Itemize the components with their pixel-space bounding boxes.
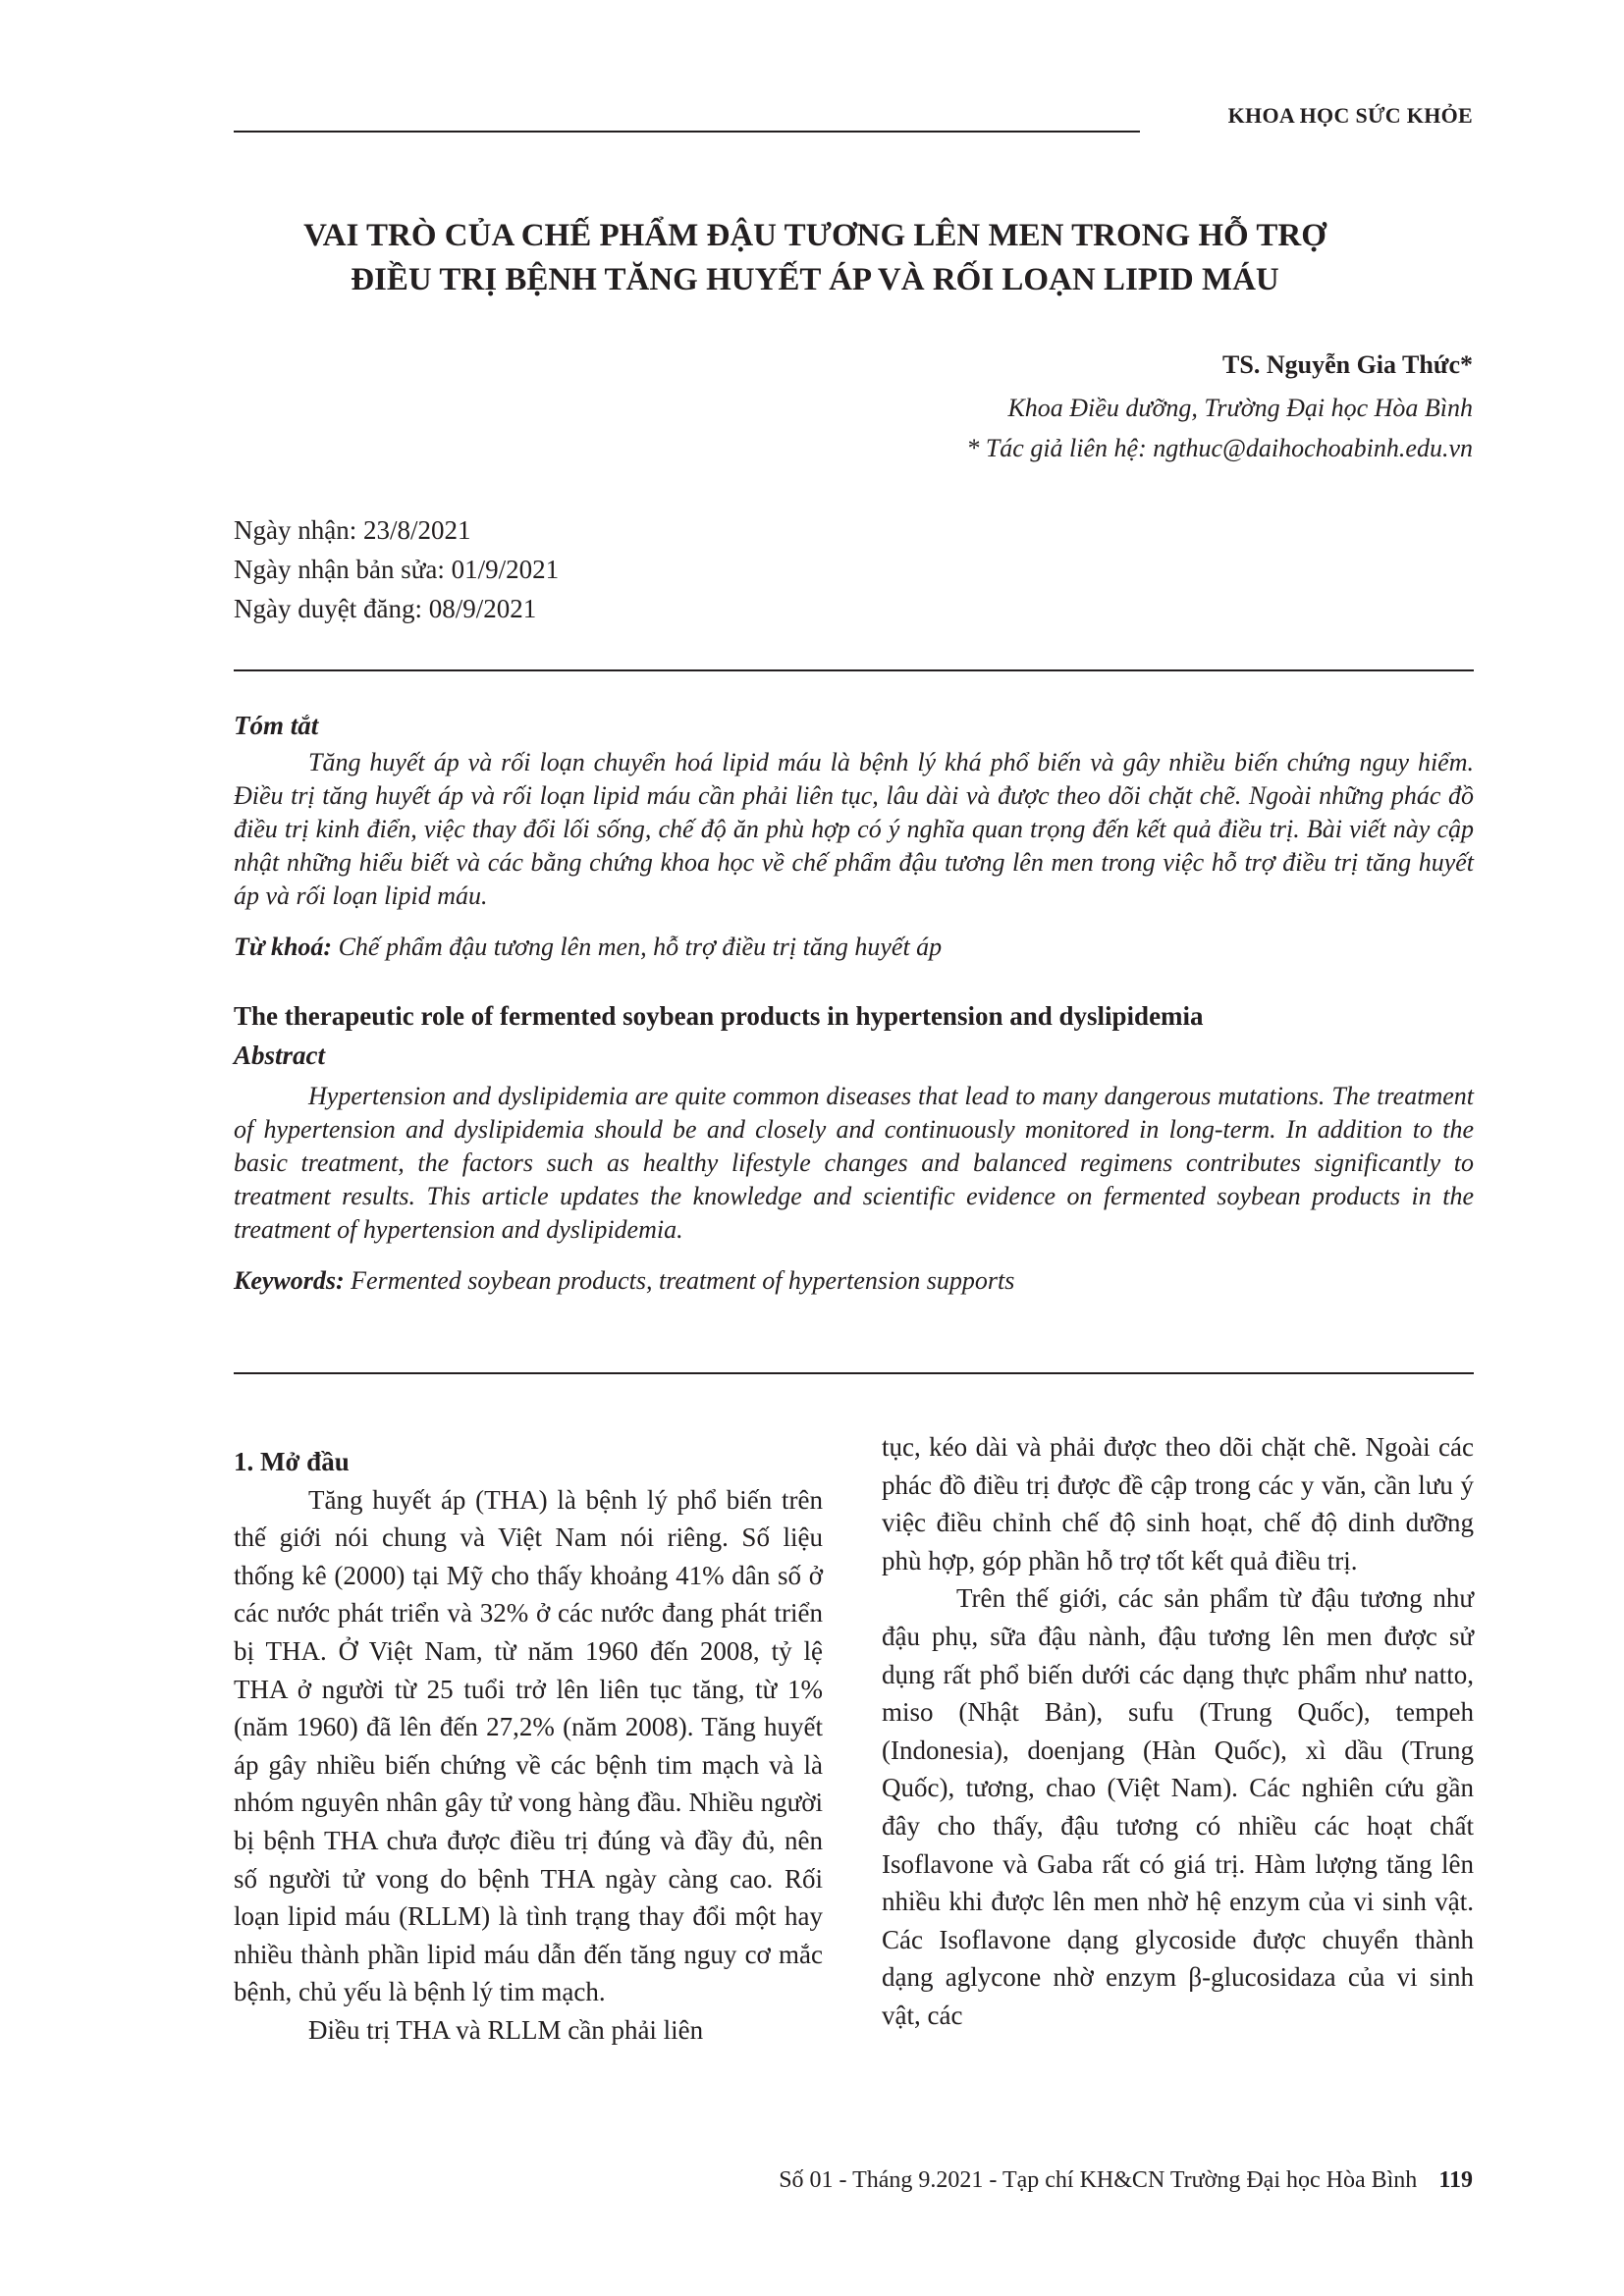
right-paragraph-2 — [882, 1579, 1474, 2034]
abstract-en-body — [234, 1080, 1474, 1247]
date-received: Ngày nhận: 23/8/2021 — [234, 515, 471, 545]
abstract-en-heading: Abstract — [234, 1041, 326, 1070]
abstract-en-text: Hypertension and dyslipidemia are quite common diseases that lead to many dangerous mutations. The treatment of hypertension and dyslipidemia should be and closely and continuously monitored in long-term. In addition to the basic treatment, the factors such as healthy lifestyle changes and balanced regimens contributes significantly to treatment results. This article updates the knowledge and scientific evidence on fermented soybean products in the treatment of hypertension and dyslipidemia. — [234, 1082, 1474, 1244]
abstract-vi-text: Tăng huyết áp và rối loạn chuyển hoá lipid máu là bệnh lý khá phổ biến và gây nhiều biến chứng nguy hiểm. Điều trị tăng huyết áp và rối loạn lipid máu cần phải liên tục, lâu dài và được theo dõi chặt chẽ. Ngoài những phác đồ điều trị kinh điển, việc thay đổi lối sống, chế độ ăn phù hợp có ý nghĩa quan trọng đến kết quả điều trị. Bài viết này cập nhật những hiểu biết và các bằng chứng khoa học về chế phẩm đậu tương lên men trong việc hỗ trợ điều trị tăng huyết áp và rối loạn lipid máu. — [234, 748, 1474, 910]
abstract-vi-body — [234, 746, 1474, 913]
author-name: TS. Nguyễn Gia Thức* — [1222, 350, 1473, 379]
abstract-vi-heading: Tóm tắt — [234, 711, 319, 740]
header-rule — [234, 131, 1140, 133]
keywords-vi-label: Từ khoá: — [234, 933, 333, 961]
title-line-1: VAI TRÒ CỦA CHẾ PHẨM ĐẬU TƯƠNG LÊN MEN TRONG HỖ TRỢ — [303, 218, 1326, 253]
left-paragraph-2-text: Điều trị THA và RLLM cần phải liên — [308, 2014, 704, 2045]
date-revised: Ngày nhận bản sửa: 01/9/2021 — [234, 555, 560, 584]
left-paragraph-1-text: Tăng huyết áp (THA) là bệnh lý phổ biến trên thế giới nói chung và Việt Nam nói riêng. Số liệu thống kê (2000) tại Mỹ cho thấy khoảng 41% dân số ở các nước phát triển và 32% ở các nước đang phát triển bị THA. Ở Việt Nam, từ năm 1960 đến 2008, tỷ lệ THA ở người từ 25 tuổi trở lên liên tục tăng, từ 1% (năm 1960) đã lên đến 27,2% (năm 2008). Tăng huyết áp gây nhiều biến chứng về các bệnh tim mạch và là nhóm nguyên nhân gây tử vong hàng đầu. Nhiều người bị bệnh THA chưa được điều trị đúng và đầy đủ, nên số người tử vong do bệnh THA ngày càng cao. Rối loạn lipid máu (RLLM) là tình trạng thay đổi một hay nhiều thành phần lipid máu dẫn đến tăng nguy cơ mắc bệnh, chủ yếu là bệnh lý tim mạch. — [234, 1484, 823, 2007]
left-paragraph-1 — [234, 1481, 823, 2011]
author-contact: * Tác giả liên hệ: ngthuc@daihochoabinh.edu.vn — [966, 434, 1473, 462]
section-label: KHOA HỌC SỨC KHỎE — [1227, 103, 1473, 128]
page-number: 119 — [1438, 2167, 1473, 2193]
keywords-vi — [234, 933, 1474, 962]
date-accepted: Ngày duyệt đăng: 08/9/2021 — [234, 594, 537, 623]
keywords-en-label: Keywords: — [234, 1266, 345, 1295]
body-left-column — [234, 1443, 823, 2050]
journal-citation: Số 01 - Tháng 9.2021 - Tạp chí KH&CN Trường Đại học Hòa Bình — [779, 2167, 1418, 2193]
keywords-vi-text: Chế phẩm đậu tương lên men, hỗ trợ điều trị tăng huyết áp — [338, 933, 943, 961]
author-affiliation: Khoa Điều dưỡng, Trường Đại học Hòa Bình — [1007, 394, 1473, 422]
abstract-bottom-rule — [234, 1372, 1474, 1374]
abstract-top-rule — [234, 669, 1474, 671]
right-paragraph-1: tục, kéo dài và phải được theo dõi chặt chẽ. Ngoài các phác đồ điều trị được đề cập trong các y văn, cần lưu ý việc điều chỉnh chế độ sinh hoạt, chế độ dinh dưỡng phù hợp, góp phần hỗ trợ tốt kết quả điều trị. — [882, 1432, 1474, 1575]
article-dates — [234, 510, 921, 628]
section-1-heading: 1. Mở đầu — [234, 1447, 350, 1476]
body-right-column — [882, 1428, 1474, 2035]
title-line-2: ĐIỀU TRỊ BỆNH TĂNG HUYẾT ÁP VÀ RỐI LOẠN LIPID MÁU — [351, 262, 1279, 297]
keywords-en-text: Fermented soybean products, treatment of hypertension supports — [351, 1266, 1015, 1295]
page-footer — [619, 2167, 1473, 2194]
english-title: The therapeutic role of fermented soybean products in hypertension and dyslipidemia — [234, 1001, 1204, 1031]
article-title — [196, 214, 1434, 302]
keywords-en — [234, 1266, 1474, 1296]
right-paragraph-2-text: Trên thế giới, các sản phẩm từ đậu tương như đậu phụ, sữa đậu nành, đậu tương lên men được sử dụng rất phổ biến dưới các dạng thực phẩm như natto, miso (Nhật Bản), sufu (Trung Quốc), tempeh (Indonesia), doenjang (Hàn Quốc), xì dầu (Trung Quốc), tương, chao (Việt Nam). Các nghiên cứu gần đây cho thấy, đậu tương có nhiều các hoạt chất Isoflavone và Gaba rất có giá trị. Hàm lượng tăng lên nhiều khi được lên men nhờ hệ enzym của vi sinh vật. Các Isoflavone dạng glycoside được chuyển thành dạng aglycone nhờ enzym β-glucosidaza của vi sinh vật, các — [882, 1583, 1474, 2030]
left-paragraph-2 — [234, 2011, 823, 2050]
